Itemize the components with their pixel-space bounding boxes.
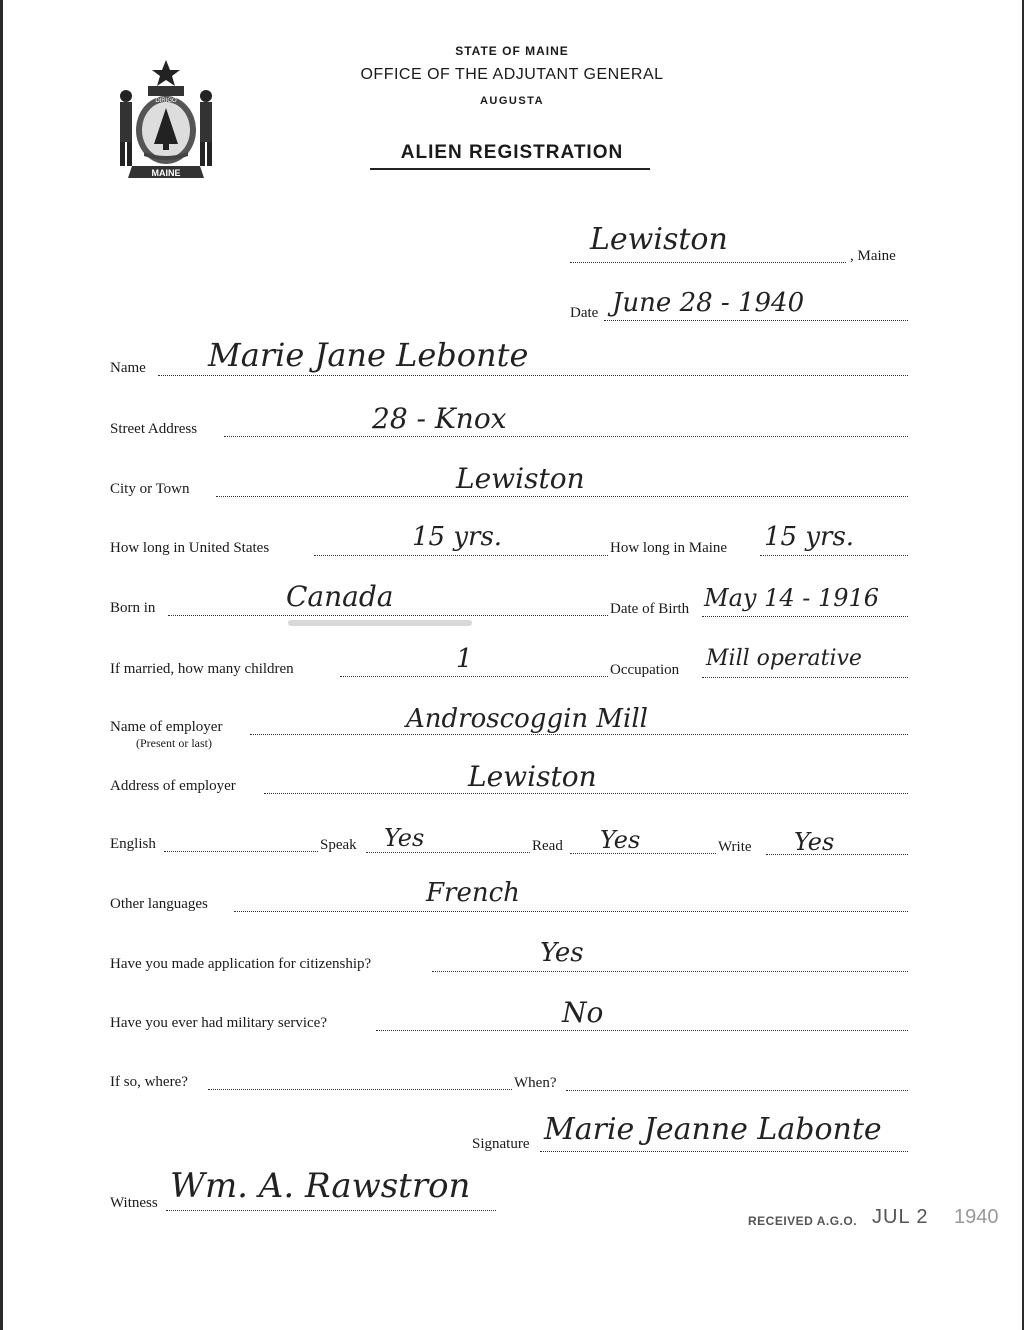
where-label: If so, where? [110, 1074, 188, 1090]
witness-line [166, 1210, 496, 1211]
city-value: Lewiston [456, 462, 585, 495]
name-value: Marie Jane Lebonte [208, 336, 529, 374]
form-title: ALIEN REGISTRATION [400, 142, 624, 163]
seal-banner-text: MAINE [151, 168, 181, 178]
born-in-label: Born in [110, 600, 156, 616]
signature-label: Signature [472, 1136, 530, 1152]
english-line [164, 851, 318, 852]
employer-note: (Present or last) [136, 736, 212, 750]
employer-address-value: Lewiston [468, 760, 597, 793]
how-long-maine-label: How long in Maine [610, 540, 728, 556]
place-value: Lewiston [590, 222, 728, 257]
witness-label: Witness [110, 1195, 158, 1211]
military-line [376, 1030, 908, 1031]
received-stamp-month: JUL 2 [872, 1206, 929, 1228]
how-long-us-value: 15 yrs. [412, 522, 503, 552]
read-line [570, 853, 716, 854]
where-line [208, 1089, 512, 1090]
how-long-maine-value: 15 yrs. [764, 522, 855, 552]
place-suffix: , Maine [850, 248, 896, 264]
other-languages-value: French [426, 878, 520, 908]
write-value: Yes [794, 828, 835, 856]
city-label: City or Town [110, 481, 190, 497]
header-state: STATE OF MAINE [455, 44, 569, 58]
dob-value: May 14 - 1916 [704, 584, 880, 612]
write-line [766, 854, 908, 855]
header-city: AUGUSTA [479, 95, 545, 107]
street-value: 28 - Knox [372, 402, 507, 435]
witness-value: Wm. A. Rawstron [170, 1166, 471, 1206]
employer-address-line [264, 793, 908, 794]
other-languages-label: Other languages [110, 896, 208, 912]
born-in-line [168, 615, 608, 616]
other-languages-line [234, 911, 908, 912]
children-value: 1 [456, 644, 473, 674]
received-stamp-text: RECEIVED A.G.O. [748, 1214, 858, 1228]
name-label: Name [110, 360, 146, 376]
children-label: If married, how many children [110, 661, 294, 677]
name-line [158, 375, 908, 376]
date-label: Date [570, 305, 599, 321]
smudge-mark [288, 620, 472, 626]
signature-line [540, 1151, 908, 1152]
english-label: English [110, 836, 156, 852]
how-long-us-line [314, 555, 608, 556]
city-line [216, 496, 908, 497]
employer-label: Name of employer [110, 719, 223, 735]
date-value: June 28 - 1940 [612, 288, 805, 318]
place-line [570, 262, 846, 263]
employer-value: Androscoggin Mill [406, 704, 648, 734]
occupation-line [702, 677, 908, 678]
born-in-value: Canada [286, 580, 394, 613]
write-label: Write [718, 839, 752, 855]
date-line [604, 320, 908, 321]
citizenship-label: Have you made application for citizenship? [110, 956, 372, 972]
employer-address-label: Address of employer [110, 778, 236, 794]
street-line [224, 436, 908, 437]
dob-label: Date of Birth [610, 601, 690, 617]
how-long-maine-line [760, 555, 908, 556]
street-label: Street Address [110, 421, 198, 437]
dob-line [702, 616, 908, 617]
military-value: No [562, 996, 604, 1029]
when-label: When? [514, 1075, 557, 1091]
when-line [566, 1090, 908, 1091]
signature-value: Marie Jeanne Labonte [544, 1112, 882, 1147]
citizenship-line [432, 971, 908, 972]
occupation-label: Occupation [610, 662, 680, 678]
speak-label: Speak [320, 837, 357, 853]
seal-motto-text: DIRIGO [155, 98, 177, 104]
how-long-us-label: How long in United States [110, 540, 270, 556]
children-line [340, 676, 608, 677]
employer-line [250, 734, 908, 735]
speak-line [366, 852, 530, 853]
occupation-value: Mill operative [706, 646, 862, 671]
read-value: Yes [600, 826, 641, 854]
citizenship-value: Yes [540, 938, 584, 968]
title-underline [370, 168, 650, 170]
read-label: Read [532, 838, 563, 854]
speak-value: Yes [384, 824, 425, 852]
military-label: Have you ever had military service? [110, 1015, 327, 1031]
header-office: OFFICE OF THE ADJUTANT GENERAL [360, 66, 664, 83]
received-stamp-year: 1940 [954, 1206, 999, 1228]
